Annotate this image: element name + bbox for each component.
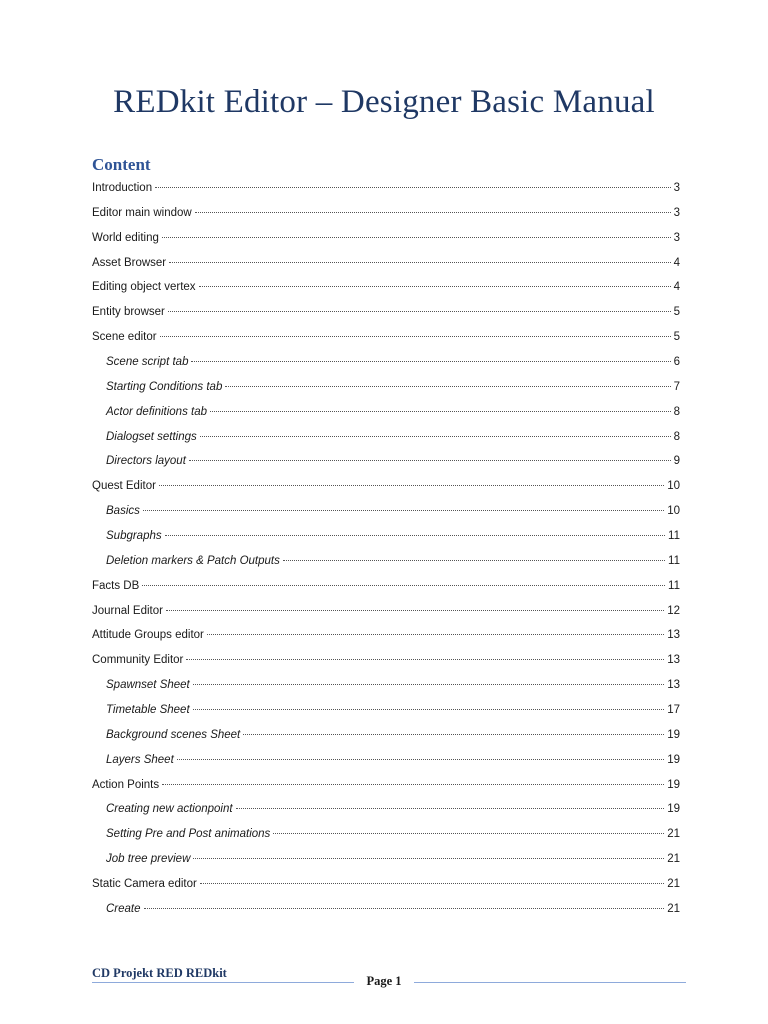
- toc-dot-leader: [193, 858, 664, 859]
- toc-entry-label: Entity browser: [92, 306, 165, 319]
- toc-entry-label: Community Editor: [92, 654, 184, 667]
- toc-dot-leader: [166, 610, 664, 611]
- toc-entry-page: 5: [673, 306, 680, 319]
- toc-dot-leader: [155, 187, 670, 188]
- toc-entry-label: Action Points: [92, 778, 160, 791]
- toc-entry-page: 13: [667, 654, 680, 667]
- toc-entry-label: Static Camera editor: [92, 878, 197, 891]
- toc-entry[interactable]: [92, 226, 680, 251]
- toc-entry-page: 19: [667, 753, 680, 766]
- toc-entry-page: 17: [667, 704, 680, 717]
- toc-entry[interactable]: [92, 325, 680, 350]
- toc-dot-leader: [191, 361, 670, 362]
- toc-entry-label: Create: [106, 902, 141, 915]
- toc-entry[interactable]: [92, 897, 680, 922]
- toc-entry[interactable]: [92, 425, 680, 450]
- toc-entry-page: 13: [667, 629, 680, 642]
- toc-entry-page: 19: [667, 728, 680, 741]
- toc-entry[interactable]: [92, 599, 680, 624]
- toc-entry-page: 4: [673, 256, 680, 269]
- toc-entry-label: Creating new actionpoint: [106, 803, 233, 816]
- toc-entry[interactable]: [92, 176, 680, 201]
- toc-dot-leader: [193, 709, 665, 710]
- toc-entry-page: 6: [673, 356, 680, 369]
- toc-entry-page: 3: [673, 206, 680, 219]
- toc-dot-leader: [160, 336, 671, 337]
- toc-entry[interactable]: [92, 698, 680, 723]
- toc-dot-leader: [189, 460, 671, 461]
- toc-entry[interactable]: [92, 449, 680, 474]
- toc-entry-label: Scene script tab: [106, 356, 189, 369]
- toc-entry-page: 9: [673, 455, 680, 468]
- toc-entry-page: 21: [667, 828, 680, 841]
- toc-entry-label: Quest Editor: [92, 480, 156, 493]
- toc-entry-label: Job tree preview: [106, 853, 191, 866]
- toc-entry-label: Starting Conditions tab: [106, 380, 223, 393]
- toc-dot-leader: [186, 659, 664, 660]
- toc-entry[interactable]: [92, 251, 680, 276]
- toc-entry-label: Deletion markers & Patch Outputs: [106, 554, 280, 567]
- toc-dot-leader: [243, 734, 664, 735]
- toc-dot-leader: [207, 634, 664, 635]
- toc-entry[interactable]: [92, 847, 680, 872]
- toc-entry[interactable]: [92, 623, 680, 648]
- toc-entry-label: Editor main window: [92, 206, 192, 219]
- toc-dot-leader: [159, 485, 664, 486]
- toc-entry-label: Dialogset settings: [106, 430, 197, 443]
- toc-entry[interactable]: [92, 574, 680, 599]
- toc-entry[interactable]: [92, 499, 680, 524]
- toc-entry[interactable]: [92, 350, 680, 375]
- toc-dot-leader: [142, 585, 665, 586]
- toc-entry-label: Facts DB: [92, 579, 140, 592]
- toc-entry-label: Directors layout: [106, 455, 186, 468]
- toc-dot-leader: [195, 212, 671, 213]
- toc-entry-label: Actor definitions tab: [106, 405, 208, 418]
- toc-entry-page: 3: [673, 182, 680, 194]
- toc-entry-page: 21: [667, 853, 680, 866]
- toc-entry[interactable]: [92, 673, 680, 698]
- toc-dot-leader: [210, 411, 671, 412]
- toc-entry-page: 7: [673, 380, 680, 393]
- toc-dot-leader: [200, 883, 664, 884]
- document-title: REDkit Editor – Designer Basic Manual: [113, 84, 655, 120]
- toc-entry[interactable]: [92, 549, 680, 574]
- toc-entry-label: Introduction: [92, 182, 153, 194]
- toc-entry-page: 21: [667, 902, 680, 915]
- toc-heading: Content: [92, 155, 151, 174]
- toc-dot-leader: [200, 436, 671, 437]
- toc-dot-leader: [168, 311, 671, 312]
- toc-entry-label: Layers Sheet: [106, 753, 174, 766]
- toc-entry[interactable]: [92, 822, 680, 847]
- toc-entry-page: 11: [668, 579, 680, 592]
- toc-entry[interactable]: [92, 872, 680, 897]
- toc-entry-label: Basics: [106, 505, 140, 518]
- toc-entry-page: 11: [668, 554, 680, 567]
- toc-dot-leader: [162, 784, 664, 785]
- toc-entry-label: Attitude Groups editor: [92, 629, 204, 642]
- toc-entry-label: World editing: [92, 231, 159, 244]
- toc-dot-leader: [193, 684, 664, 685]
- toc-entry-label: Setting Pre and Post animations: [106, 828, 271, 841]
- toc-entry-label: Spawnset Sheet: [106, 679, 190, 692]
- toc-entry-page: 8: [673, 430, 680, 443]
- toc-entry-label: Journal Editor: [92, 604, 163, 617]
- toc-entry[interactable]: [92, 748, 680, 773]
- toc-entry-label: Background scenes Sheet: [106, 728, 241, 741]
- toc-entry-page: 11: [668, 530, 680, 543]
- toc-dot-leader: [165, 535, 665, 536]
- toc-entry[interactable]: [92, 375, 680, 400]
- toc-entry[interactable]: [92, 524, 680, 549]
- toc-dot-leader: [199, 286, 671, 287]
- toc-entry-page: 10: [667, 505, 680, 518]
- toc-entry-label: Editing object vertex: [92, 281, 196, 294]
- toc-entry-page: 19: [667, 778, 680, 791]
- toc-entry[interactable]: [92, 275, 680, 300]
- toc-dot-leader: [236, 808, 665, 809]
- toc-entry-page: 19: [667, 803, 680, 816]
- table-of-contents: [92, 176, 680, 922]
- toc-dot-leader: [162, 237, 671, 238]
- toc-entry-page: 13: [667, 679, 680, 692]
- toc-entry[interactable]: [92, 773, 680, 798]
- toc-entry-label: Asset Browser: [92, 256, 167, 269]
- toc-entry-page: 10: [667, 480, 680, 493]
- toc-entry[interactable]: [92, 648, 680, 673]
- toc-entry-page: 21: [667, 878, 680, 891]
- toc-entry[interactable]: [92, 723, 680, 748]
- toc-entry-page: 4: [673, 281, 680, 294]
- toc-entry-page: 5: [673, 331, 680, 344]
- toc-dot-leader: [177, 759, 664, 760]
- toc-entry[interactable]: [92, 201, 680, 226]
- toc-entry[interactable]: [92, 474, 680, 499]
- toc-entry-label: Subgraphs: [106, 530, 162, 543]
- toc-entry[interactable]: [92, 797, 680, 822]
- toc-dot-leader: [273, 833, 664, 834]
- toc-entry-label: Scene editor: [92, 331, 157, 344]
- toc-entry-page: 12: [667, 604, 680, 617]
- footer-page-number: Page 1: [366, 974, 402, 988]
- toc-dot-leader: [143, 510, 664, 511]
- toc-entry-page: 3: [673, 231, 680, 244]
- footer-company: CD Projekt RED REDkit: [92, 966, 227, 980]
- toc-dot-leader: [225, 386, 670, 387]
- footer-divider-right: [414, 982, 686, 983]
- toc-entry-label: Timetable Sheet: [106, 704, 190, 717]
- toc-entry[interactable]: [92, 400, 680, 425]
- toc-dot-leader: [169, 262, 670, 263]
- toc-entry-page: 8: [673, 405, 680, 418]
- toc-dot-leader: [283, 560, 665, 561]
- footer-divider-left: [92, 982, 354, 983]
- toc-dot-leader: [144, 908, 665, 909]
- toc-entry[interactable]: [92, 300, 680, 325]
